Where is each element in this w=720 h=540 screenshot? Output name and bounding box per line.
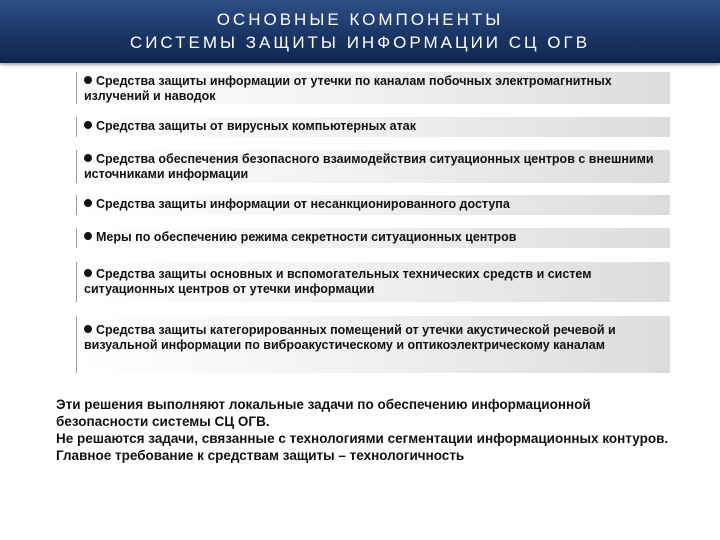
component-text: Средства защиты информации от утечки по каналам побочных электромагнитных излучений и наводок bbox=[84, 74, 612, 103]
component-text: Средства защиты информации от несанкционированного доступа bbox=[96, 197, 510, 211]
component-item-1 bbox=[76, 72, 670, 104]
component-item-5 bbox=[76, 228, 670, 248]
bullet-icon bbox=[84, 76, 92, 84]
component-item-4 bbox=[76, 195, 670, 215]
component-text: Средства защиты основных и вспомогательных технических средств и систем ситуационных центров от утечки информации bbox=[84, 267, 592, 296]
component-text: Средства защиты категорированных помещений от утечки акустической речевой и визуальной информации по виброакустическому и оптикоэлектрическому каналам bbox=[84, 323, 616, 352]
summary-notes bbox=[56, 396, 676, 464]
bullet-icon bbox=[84, 269, 92, 277]
component-item-6 bbox=[76, 262, 670, 302]
title-line-2: СИСТЕМЫ ЗАЩИТЫ ИНФОРМАЦИИ СЦ ОГВ bbox=[129, 33, 591, 52]
bullet-icon bbox=[84, 325, 92, 333]
component-text: Средства обеспечения безопасного взаимодействия ситуационных центров с внешними источниками информации bbox=[84, 152, 654, 181]
bullet-icon bbox=[84, 232, 92, 240]
component-item-2 bbox=[76, 117, 670, 137]
bullet-icon bbox=[84, 154, 92, 162]
component-item-7 bbox=[76, 316, 670, 373]
note-3: Главное требование к средствам защиты – технологичность bbox=[56, 448, 465, 463]
note-2: Не решаются задачи, связанные с технологиями сегментации информационных контуров. bbox=[56, 431, 669, 446]
component-item-3 bbox=[76, 150, 670, 183]
bullet-icon bbox=[84, 121, 92, 129]
component-text: Меры по обеспечению режима секретности ситуационных центров bbox=[96, 230, 517, 244]
bullet-icon bbox=[84, 199, 92, 207]
note-1: Эти решения выполняют локальные задачи по обеспечению информационной безопасности системы СЦ ОГВ. bbox=[56, 397, 591, 429]
title-banner bbox=[0, 0, 720, 63]
component-text: Средства защиты от вирусных компьютерных атак bbox=[96, 119, 416, 133]
title-line-1: ОСНОВНЫЕ КОМПОНЕНТЫ bbox=[216, 10, 504, 29]
